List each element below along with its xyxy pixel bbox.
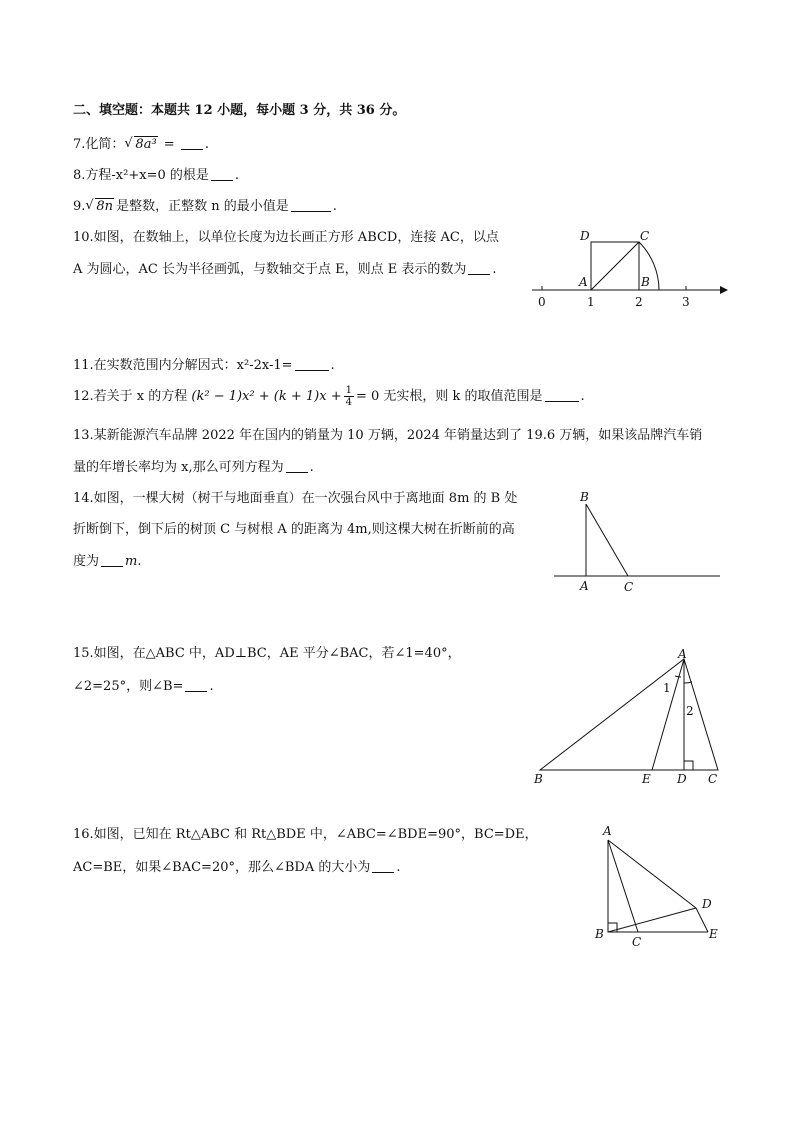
q7-radicand: 8a³ [135,137,157,152]
q10-tick-1: 1 [587,295,595,309]
q13-line2: 量的年增长率均为 x,那么可列方程为 [73,460,284,475]
question-16: AC=BE，如果∠BAC=20°，那么∠BDA 的大小为 . [73,860,401,875]
q16-label-b: B [595,927,604,941]
q14-figure [550,488,725,598]
q9-radicand: 8n [96,199,114,214]
q8-text: 8.方程-x²+x=0 的根是 [73,168,209,183]
question-15: ∠2=25°，则∠B= . [73,679,214,694]
q15-label-e: E [642,772,651,786]
q16-line1: 16.如图，已知在 Rt△ABC 和 Rt△BDE 中，∠ABC=∠BDE=90°，BC=DE， [73,827,538,842]
q12-post: = 0 无实根，则 k 的取值范围是 [355,389,543,404]
q9-answer-blank[interactable] [291,197,331,212]
q14-line1: 14.如图，一棵大树（树干与地面垂直）在一次强台风中于离地面 8m 的 B 处 [73,491,518,506]
q7-equals: = [159,137,179,152]
q10-line2: A 为圆心，AC 长为半径画弧，与数轴交于点 E，则点 E 表示的数为 [73,262,467,277]
q14-label-b: B [580,490,589,504]
q12-expr: (k² − 1)x² + (k + 1)x + [191,389,342,404]
q15-label-a: A [678,647,687,661]
q14-line3: 度为 [73,554,100,569]
q11-text: 11.在实数范围内分解因式：x²-2x-1= [73,358,293,373]
q12-frac-den: 4 [345,397,352,408]
q7-answer-blank[interactable] [181,135,203,150]
q15-angle-2: 2 [686,704,694,718]
q10-answer-blank[interactable] [468,260,490,275]
q15-label-b: B [534,772,543,786]
q14-line2: 折断倒下，倒下后的树顶 C 与树根 A 的距离为 4m,则这棵大树在折断前的高 [73,522,515,537]
q16-label-a: A [603,824,612,838]
q15-answer-blank[interactable] [185,677,207,692]
q15-figure [530,645,730,790]
q10-label-b: B [641,275,650,289]
q10-label-c: C [640,229,650,243]
q14-label-c: C [624,580,634,594]
q9-number: 9. [73,199,86,214]
q7-text: 化简： [85,137,125,152]
q14-answer-blank[interactable] [101,552,123,567]
q10-label-a: A [579,275,588,289]
q13-line1: 13.某新能源汽车品牌 2022 年在国内的销量为 10 万辆，2024 年销量达到了 19.6 万辆，如果该品牌汽车销 [73,428,703,443]
q8-answer-blank[interactable] [211,166,233,181]
q10-figure [530,228,730,318]
q15-line1: 15.如图，在△ABC 中，AD⊥BC，AE 平分∠BAC，若∠1=40°， [73,646,461,661]
q9-sqrt: √ 8n [85,198,114,214]
question-7: 7.化简： √ 8a³ = . [73,136,209,152]
q7-number: 7. [73,137,86,152]
question-13: 量的年增长率均为 x,那么可列方程为 . [73,460,314,475]
q14-label-a: A [580,579,589,593]
q15-angle-1: 1 [663,681,671,695]
q15-label-d: D [677,772,687,786]
q10-line1: 10.如图，在数轴上，以单位长度为边长画正方形 ABCD，连接 AC，以点 [73,230,499,245]
q16-line2: AC=BE，如果∠BAC=20°，那么∠BDA 的大小为 [73,860,371,875]
q16-answer-blank[interactable] [372,858,394,873]
q14-unit: m. [125,554,142,569]
q10-tick-3: 3 [682,295,690,309]
q9-text: 是整数，正整数 n 的最小值是 [116,199,289,214]
question-10: A 为圆心，AC 长为半径画弧，与数轴交于点 E，则点 E 表示的数为 . [73,262,497,277]
q7-sqrt: √ 8a³ [124,136,157,152]
q11-answer-blank[interactable] [295,356,329,371]
question-9: 9. √ 8n 是整数，正整数 n 的最小值是 . [73,198,337,214]
question-14 [73,552,141,571]
question-8: 8.方程-x²+x=0 的根是 . [73,168,239,183]
q10-tick-0: 0 [538,295,546,309]
q16-label-c: C [632,935,642,949]
q16-figure [590,822,730,952]
question-12: 12.若关于 x 的方程 (k² − 1)x² + (k + 1)x + $\frac{1}{4}$ = 0 无实根，则 k 的取值范围是 . [73,385,585,408]
q12-fraction [344,385,354,408]
q16-label-d: D [702,897,712,911]
q13-answer-blank[interactable] [286,458,308,473]
q15-label-c: C [708,772,718,786]
q10-label-d: D [580,229,590,243]
question-11: 11.在实数范围内分解因式：x²-2x-1= . [73,358,335,373]
q16-label-e: E [709,927,718,941]
q12-answer-blank[interactable] [545,387,579,402]
q12-pre: 12.若关于 x 的方程 [73,389,188,404]
q10-tick-2: 2 [635,295,643,309]
q15-line2: ∠2=25°，则∠B= [73,679,184,694]
section-title: 二、填空题：本题共 12 小题，每小题 3 分，共 36 分。 [73,103,406,118]
q12-frac-num: 1 [345,385,352,396]
